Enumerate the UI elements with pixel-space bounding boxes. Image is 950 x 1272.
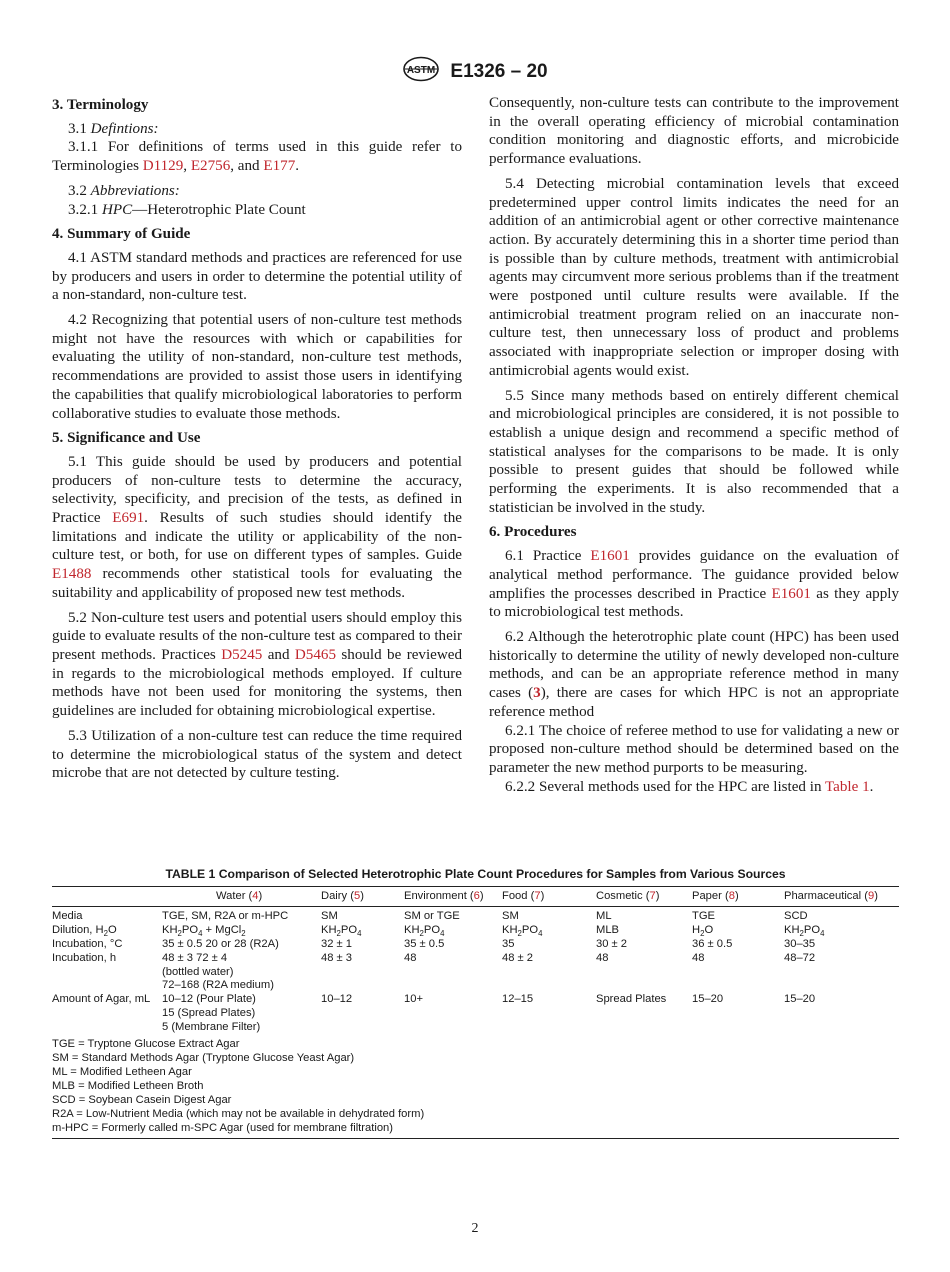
para-5-4: 5.4 Detecting microbial contamination levels that exceed predetermined upper control limits indicates the need for an addition of an antimicrobial agent or other corrective maintenance action. By accurately determining this in a shorter time period than is possible than by culture methods, treatment with antimicrobial agents may circumvent more serious problems than if the treatment were postponed until culture results were available. If the antimicrobial treatment program relied on an inaccurate non-culture test, then unnecessary loss of product and problems associated with inappropriate selection or improper dosing with antimicrobial agents would exist. (489, 175, 899, 379)
col-header-cosmetic: Cosmetic (7) (596, 890, 660, 902)
table-note: SM = Standard Methods Agar (Tryptone Glucose Yeast Agar) (52, 1052, 355, 1065)
table-notes (52, 1035, 899, 1138)
col-header-environment: Environment (6) (404, 890, 484, 902)
col-header-dairy: Dairy (5) (321, 890, 364, 902)
para-6-2-2: 6.2.2 Several methods used for the HPC are listed in Table 1. (505, 778, 874, 795)
para-3-2-1: 3.2.1 HPC—Heterotrophic Plate Count (68, 201, 306, 218)
ref-5-link[interactable]: 5 (353, 890, 361, 902)
ref-8-link[interactable]: 8 (728, 890, 735, 902)
table-note: TGE = Tryptone Glucose Extract Agar (52, 1038, 240, 1051)
table-grid (52, 887, 899, 1035)
table-1 (52, 867, 899, 1139)
table-title: TABLE 1 Comparison of Selected Heterotrophic Plate Count Procedures for Samples from Various Sources (165, 867, 786, 881)
col-header-food: Food (7) (502, 890, 545, 902)
table-note: ML = Modified Letheen Agar (52, 1066, 192, 1079)
section-5-title: 5. Significance and Use (52, 430, 201, 447)
para-4-1: 4.1 ASTM standard methods and practices are referenced for use by producers and users in order to determine the potential utility of a non-standard, non-culture test. (52, 249, 462, 304)
link-e1601[interactable]: E1601 (590, 548, 630, 565)
para-5-1: 5.1 This guide should be used by producers and potential producers of non-culture tests to determine the accuracy, selectivity, specificity, and precision of the tests, as defined in Practice E691. Results of such studies should identify the limitations and indicate the utility or applicability of the non-culture test, or both, for use on different types of samples. Guide E1488 recommends other statistical tools for evaluating the suitability and applicability of proposed new test methods. (52, 453, 462, 601)
ref-7-link-second[interactable]: 7 (649, 890, 656, 902)
link-d1129[interactable]: D1129 (142, 158, 184, 175)
logo-text: ASTM (407, 65, 436, 76)
table-row-media: Media TGE, SM, R2A or m-HPC SM SM or TGE SM ML TGE SCD (52, 909, 808, 922)
designation: E1326 – 20 (450, 60, 548, 82)
link-d5465[interactable]: D5465 (294, 646, 336, 663)
para-3-1: 3.1 Defintions: (68, 120, 159, 137)
table-note: MLB = Modified Letheen Broth (52, 1080, 204, 1093)
table-row-incubation-c: Incubation, °C 35 ± 0.5 20 or 28 (R2A) 32 ± 1 35 ± 0.5 35 30 ± 2 36 ± 0.5 30–35 (52, 937, 816, 950)
para-3-1-label: Defintions: (90, 120, 159, 137)
link-e177[interactable]: E177 (263, 158, 296, 175)
ref-4-link[interactable]: 4 (252, 890, 259, 902)
link-e1601-second[interactable]: E1601 (771, 585, 811, 602)
section-6-title: 6. Procedures (489, 524, 577, 541)
col-header-pharmaceutical: Pharmaceutical (9) (784, 890, 878, 902)
link-e1488[interactable]: E1488 (52, 566, 92, 583)
link-e2756[interactable]: E2756 (190, 158, 231, 175)
table-row-agar: Amount of Agar, mL 10–12 (Pour Plate) 15 (Spread Plates) 5 (Membrane Filter) 10–12 10+ 12–15 Spread Plates 15–20 15–20 (52, 993, 816, 1034)
para-6-1: 6.1 Practice E1601 provides guidance on the evaluation of analytical method performance. The guidance provided below amplifies the processes described in Practice E1601 as they apply to microbiological test methods. (489, 548, 899, 621)
ref-7-link[interactable]: 7 (534, 890, 541, 902)
ref-3-link[interactable]: 3 (533, 685, 541, 702)
para-6-2: 6.2 Although the heterotrophic plate count (HPC) has been used historically to determine the utility of newly developed non-culture methods, and can be an appropriate reference method in many cases (3), there are cases for which HPC is not an appropriate reference method (489, 628, 899, 720)
para-5-3: 5.3 Utilization of a non-culture test can reduce the time required to determine the microbiological status of the system and detect microbe that are not detected by culture testing. (52, 727, 462, 782)
para-5-2: 5.2 Non-culture test users and potential users should employ this guide to evaluate results of the non-culture test as compared to their present methods. Practices D5245 and D5465 should be reviewed in regards to the microbiological methods employed. If culture methods have not been used for monitoring the systems, then guidelines are included for obtaining microbiological expertise. (52, 609, 463, 720)
table-note: R2A = Low-Nutrient Media (which may not be available in dehydrated form) (52, 1108, 425, 1121)
table-header-row (52, 887, 899, 906)
col-header-water-label: Water (216, 890, 249, 902)
para-6-2-1: 6.2.1 The choice of referee method to use for validating a new or proposed non-culture method should be determined based on the parameter the new method purports to be measuring. (489, 722, 899, 776)
link-e691[interactable]: E691 (112, 510, 145, 527)
para-3-2-label: Abbreviations: (90, 182, 180, 199)
left-column (52, 94, 462, 789)
astm-logo-icon (402, 56, 440, 87)
table-row-incubation-h: Incubation, h 48 ± 3 72 ± 4 (bottled water) 72–168 (R2A medium) 48 ± 3 48 48 ± 2 48 48 48–72 (52, 951, 816, 992)
table-note: SCD = Soybean Casein Digest Agar (52, 1094, 232, 1107)
col-header-water: Water (4) (216, 890, 263, 902)
ref-9-link[interactable]: 9 (867, 890, 875, 902)
para-5-3-cont: Consequently, non-culture tests can contribute to the improvement in the overall operating efficiency of microbial contamination condition monitoring and diagnostic efforts, and microbicide performance evaluations. (489, 95, 899, 168)
para-4-2: 4.2 Recognizing that potential users of non-culture test methods might not have the resources with which or capabilities for evaluating the utility of non-standard, non-culture test methods, recommendations are provided to assist those users in identifying the capabilities that qualify microbiological laboratories to perform collaborative studies to evaluate those methods. (52, 312, 462, 422)
table-note: m-HPC = Formerly called m-SPC Agar (used for membrane filtration) (52, 1122, 394, 1135)
section-4-title: 4. Summary of Guide (52, 226, 191, 243)
link-d5245[interactable]: D5245 (221, 646, 263, 663)
para-5-5: 5.5 Since many methods based on entirely different chemical and microbiological principles are considered, it is not possible to establish a unique design and recommend a specific method of statistical analyses for the comparisons to be made. It is only possible to present guides that should be followed while performing the experiments. It is also recommended that a statistician be involved in the study. (489, 387, 899, 516)
link-table-1[interactable]: Table 1 (825, 778, 870, 795)
table-row-dilution: Dilution, $H_2O$ $KH_2PO_4$ + MgCl$_2$ $KH_2PO_4$ $KH_2PO_4$ $KH_2PO_4$ MLB $H_2O$ $KH_2PO_4$ (52, 923, 825, 938)
col-header-paper: Paper (8) (692, 890, 739, 902)
right-column (489, 94, 899, 796)
ref-6-link[interactable]: 6 (473, 890, 480, 902)
page-number: 2 (471, 1221, 479, 1236)
para-3-2: 3.2 Abbreviations: (68, 182, 180, 199)
page-header (0, 56, 950, 87)
para-3-1-1: 3.1.1 For definitions of terms used in this guide refer to Terminologies D1129, E2756, and E177. (52, 139, 462, 175)
section-3-title: 3. Terminology (52, 97, 149, 113)
